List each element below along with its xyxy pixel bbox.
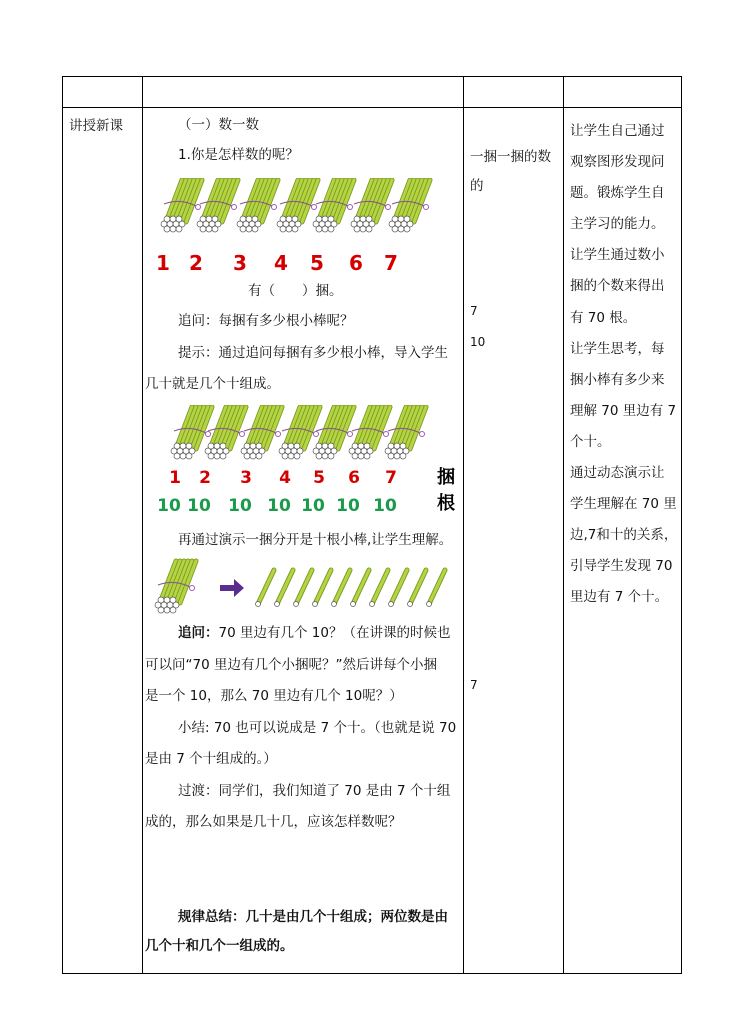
rule-summary-line: 几个十和几个一组成的。: [145, 938, 294, 954]
intent-line: 让学生思考，每: [570, 340, 665, 357]
hint-line: 几十就是几个十组成。: [145, 376, 280, 392]
student-answer: 7: [470, 304, 478, 318]
arrow-right-icon: [220, 579, 244, 597]
intent-line: 引导学生发现 70: [570, 558, 673, 575]
count-number: 4: [274, 251, 288, 275]
ten-label: 10: [301, 496, 325, 516]
ten-label: 10: [267, 496, 291, 516]
student-answer: 7: [470, 678, 478, 692]
intent-line: 里边有 7 个十。: [570, 589, 669, 606]
count-number: 7: [385, 468, 397, 488]
transition-line: 过渡：同学们，我们知道了 70 是由 7 个十组: [178, 783, 451, 799]
column-divider: [62, 76, 63, 974]
unit-stick-label: 根: [437, 493, 455, 514]
section-label: 讲授新课: [69, 118, 123, 134]
unit-bundle-label: 捆: [437, 467, 455, 488]
intent-line: 主学习的能力。: [570, 216, 665, 233]
count-number: 3: [233, 251, 247, 275]
intent-line: 边,7和十的关系，: [570, 527, 678, 544]
section-heading: （一）数一数: [178, 117, 259, 133]
count-number: 5: [310, 251, 324, 275]
ten-label: 10: [187, 496, 211, 516]
header-row-divider: [62, 107, 682, 108]
table-border-top: [62, 76, 682, 77]
stick-bundle-icon: [197, 180, 238, 232]
followup-line: 70 里边有几个 10？（在讲课的时候也: [218, 625, 451, 641]
stick-bundle-icon: [351, 180, 392, 232]
intent-line: 题。锻炼学生自: [570, 185, 665, 202]
ten-label: 10: [157, 496, 181, 516]
stick-bundle-icon: [241, 407, 282, 459]
column-divider: [563, 76, 564, 974]
bundles-picture-counting: [150, 178, 435, 276]
ten-label: 10: [228, 496, 252, 516]
column-divider: [463, 76, 464, 974]
count-number: 3: [240, 468, 252, 488]
intent-line: 捆小棒有多少来: [570, 371, 665, 388]
intent-line: 捆的个数来得出: [570, 278, 665, 295]
intent-line: 个十。: [570, 433, 611, 450]
followup-question-1: 追问：每捆有多少根小棒呢？: [178, 313, 354, 329]
demo-text: 再通过演示一捆分开是十根小棒,让学生理解。: [178, 532, 453, 548]
column-divider: [142, 76, 143, 974]
count-number: 4: [279, 468, 291, 488]
count-number: 1: [156, 251, 170, 275]
ten-label: 10: [373, 496, 397, 516]
count-number: 1: [169, 468, 181, 488]
summary-line: 是由 7 个十组成的。）: [145, 751, 277, 767]
intent-line: 观察图形发现问: [570, 154, 665, 171]
intent-line: 让学生通过数小: [570, 247, 665, 264]
intent-line: 通过动态演示让: [570, 465, 665, 482]
student-answer: 10: [470, 335, 486, 349]
followup-line: 是一个 10，那么 70 里边有几个 10呢？）: [145, 688, 403, 704]
bundles-blank: 有（ ）捆。: [248, 283, 343, 299]
stick-bundle-icon: [237, 180, 278, 232]
design-intent: [570, 116, 677, 614]
count-number: 7: [384, 251, 398, 275]
transition-line: 成的，那么如果是几十几，应该怎样数呢？: [145, 814, 402, 830]
stick-bundle-icon: [313, 180, 354, 232]
hint-line: 提示：通过追问每捆有多少根小棒，导入学生: [178, 345, 448, 361]
intent-line: 理解 70 里边有 7: [570, 402, 677, 419]
student-activity: 的: [470, 178, 484, 194]
count-number: 2: [189, 251, 203, 275]
ten-label: 10: [336, 496, 360, 516]
stick-bundle-icon: [277, 180, 318, 232]
intent-line: 学生理解在 70 里: [570, 496, 677, 513]
stick-bundle-icon: [155, 561, 196, 613]
stick-bundle-icon: [385, 407, 426, 459]
stick-bundle-icon: [349, 407, 390, 459]
followup-line: 可以问“70 里边有几个小捆呢？”然后讲每个小捆: [145, 657, 437, 673]
count-number: 5: [313, 468, 325, 488]
count-number: 6: [348, 468, 360, 488]
column-divider: [681, 76, 682, 974]
intent-line: 有 70 根。: [570, 309, 637, 326]
summary-line: 小结: 70 也可以说成是 7 个十。（也就是说 70: [178, 720, 457, 736]
question-1: 1.你是怎样数的呢？: [178, 147, 299, 163]
count-number: 6: [349, 251, 363, 275]
table-border-bottom: [62, 973, 682, 974]
count-number: 2: [199, 468, 211, 488]
bundle-split-picture: [150, 558, 460, 618]
intent-line: 让学生自己通过: [570, 123, 665, 139]
student-activity: 一捆一捆的数: [470, 149, 551, 165]
followup-label: 追问：: [178, 625, 219, 641]
stick-bundle-icon: [161, 180, 202, 232]
bundles-picture-tens: [150, 405, 460, 517]
stick-bundle-icon: [389, 180, 430, 232]
rule-summary-line: 规律总结：几十是由几个十组成；两位数是由: [178, 909, 448, 925]
